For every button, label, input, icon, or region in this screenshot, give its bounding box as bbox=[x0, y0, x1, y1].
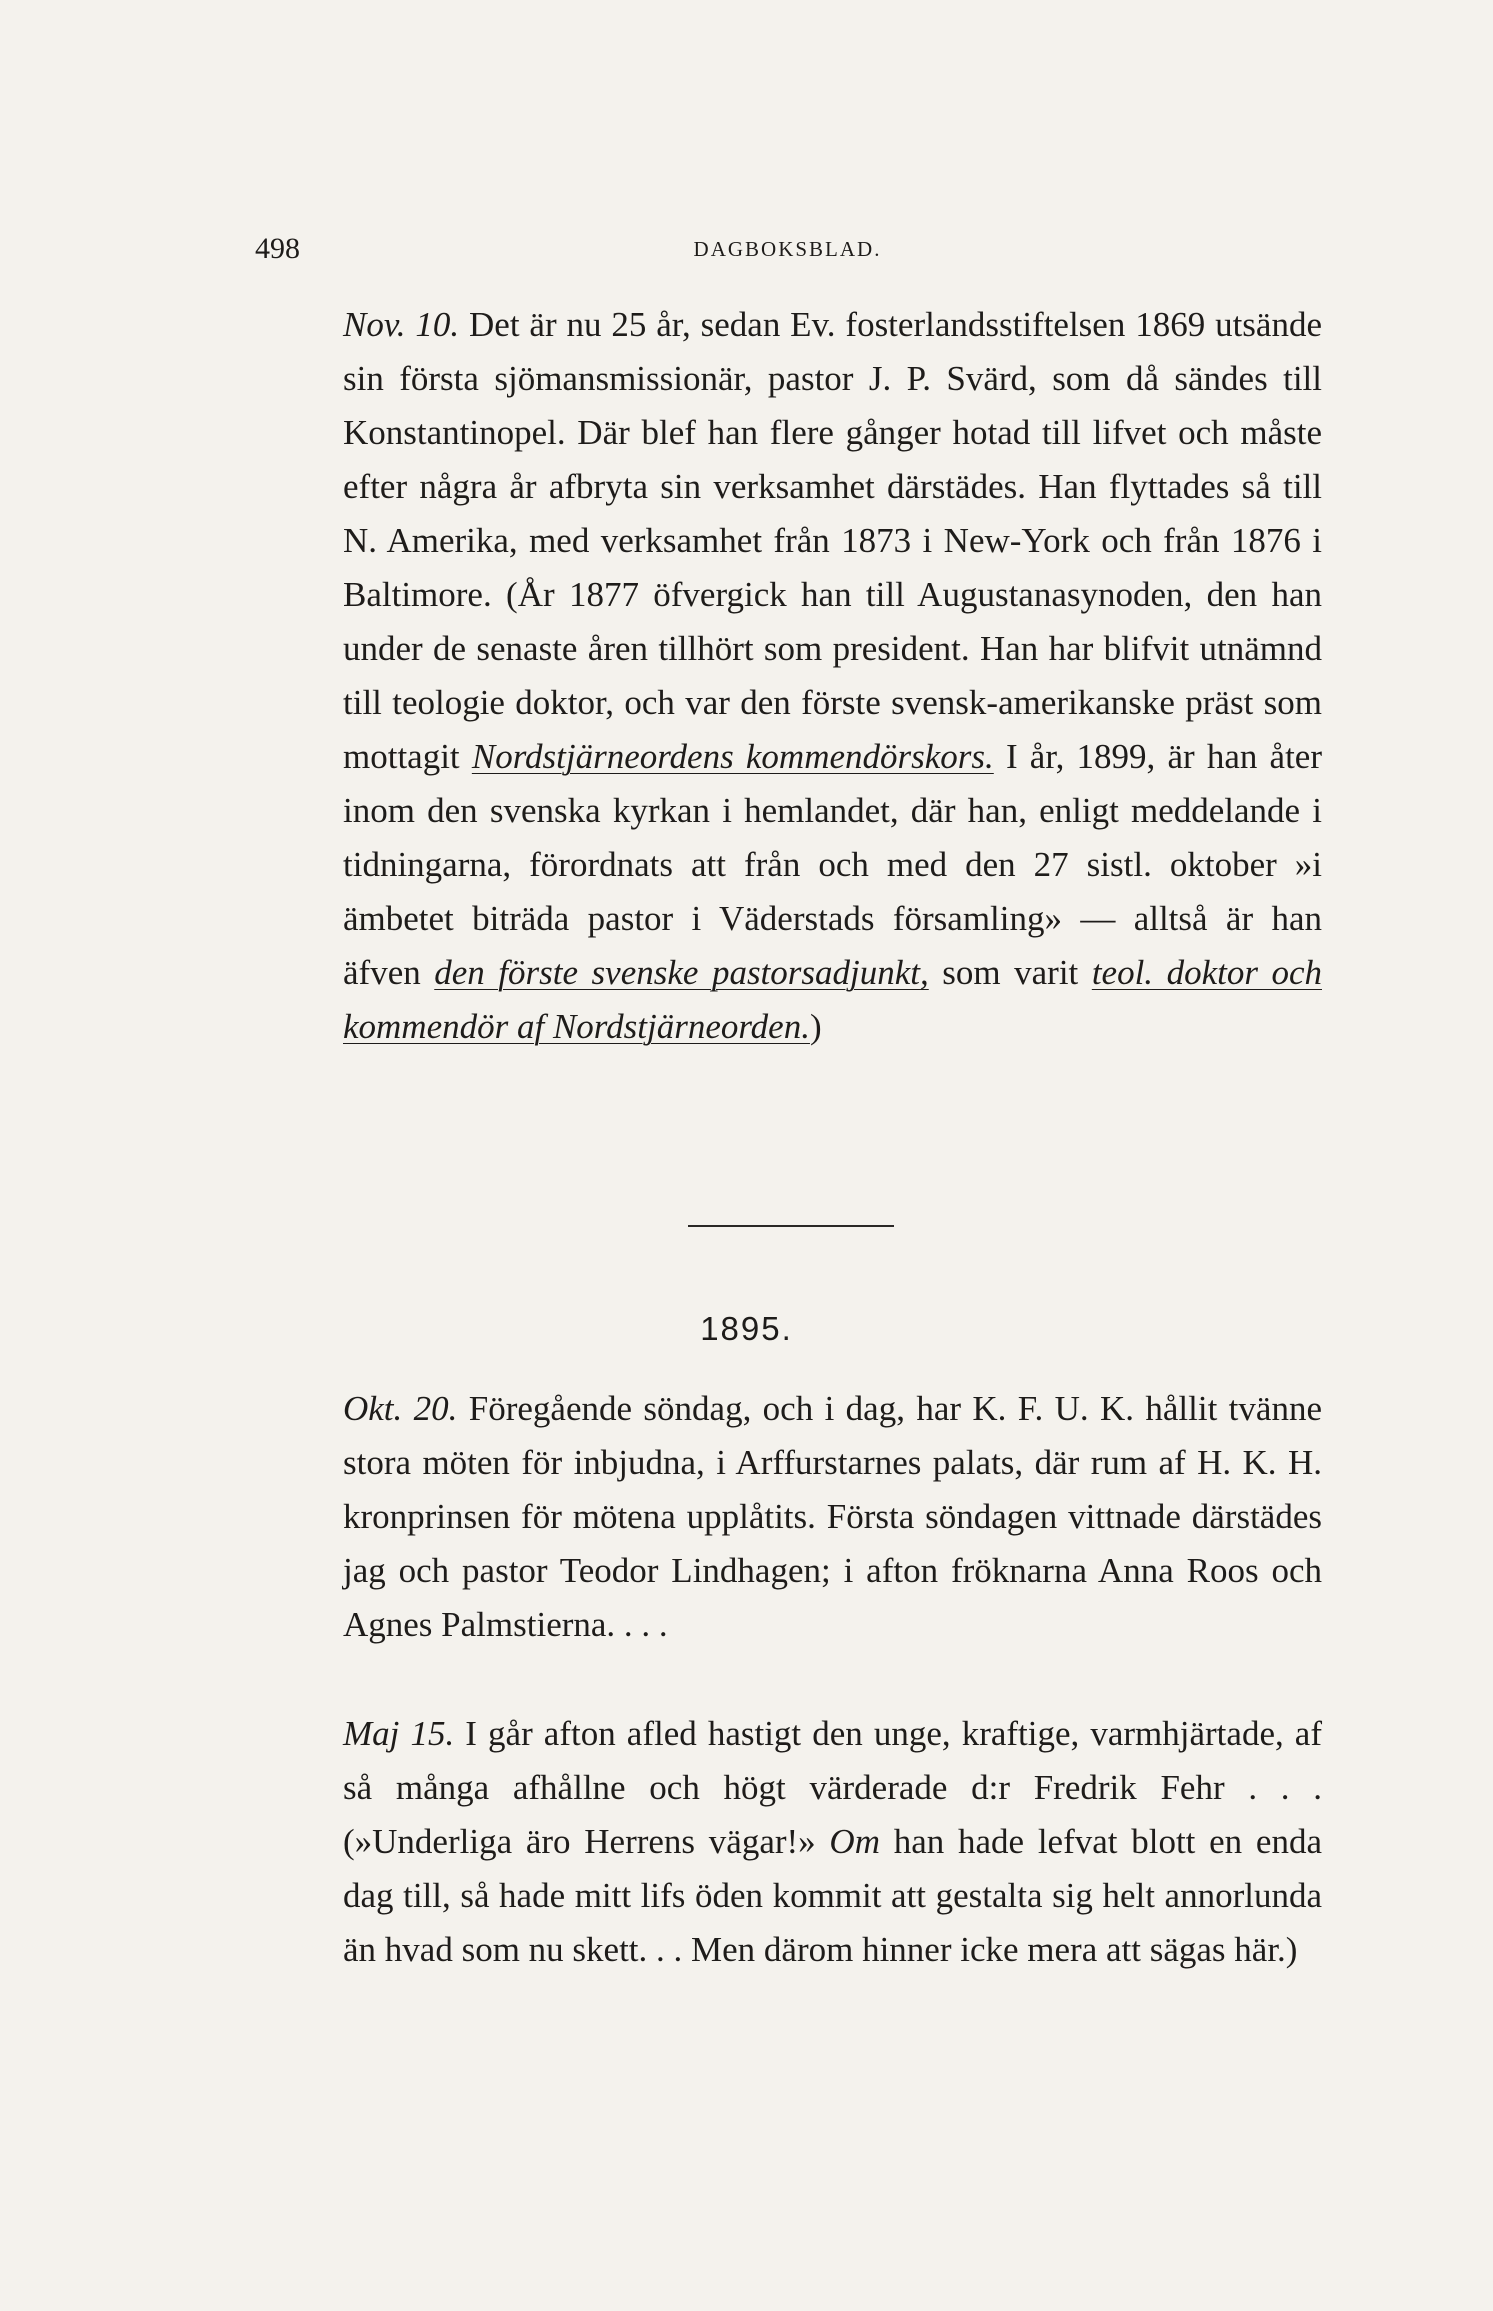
entry-text: han hade lefvat blott en enda dag till, så hade mitt lifs öden kommit att gestalta sig helt annorlunda än hvad som nu skett. . . Men därom hinner icke mera att sägas här.) bbox=[343, 1822, 1322, 1969]
italic-om: Om bbox=[829, 1822, 880, 1861]
page-header bbox=[255, 232, 1320, 272]
entry-text: I går afton afled hastigt den unge, kraftige, varmhjärtade, af så många afhållne och högt värderade d:r Fredrik Fehr . . . (»Underliga äro Herrens vägar!» bbox=[343, 1714, 1322, 1861]
italic-degree: teol. doktor och kommendör af Nordstjärneorden. bbox=[343, 953, 1322, 1046]
entry-paragraph bbox=[255, 1382, 1322, 1652]
italic-order-name: Nordstjärneordens kommendörskors. bbox=[471, 737, 994, 776]
entry-paragraph bbox=[255, 298, 1322, 1054]
entry-date: Okt. 20. bbox=[343, 1389, 458, 1428]
section-divider bbox=[688, 1225, 894, 1227]
running-head: DAGBOKSBLAD. bbox=[693, 237, 882, 261]
entry-text: Det är nu 25 år, sedan Ev. fosterlandsstiftelsen 1869 utsände sin första sjömansmissionär, pastor J. P. Svärd, som då sändes till Konstantinopel. Där blef han flere gånger hotad till lifvet och måste efter några år afbryta sin verksamhet därstädes. Han flyttades så till N. Amerika, med verksamhet från 1873 i New-York och från 1876 i Baltimore. (År 1877 öfvergick han till Augustanasynoden, den han under de senaste åren tillhört som president. Han har blifvit utnämnd till teologie doktor, och var den förste svensk-amerikanske präst som mottagit bbox=[343, 305, 1322, 776]
entry-text: som varit bbox=[928, 953, 1092, 992]
italic-title: den förste svenske pastorsadjunkt, bbox=[434, 953, 929, 992]
entry-date: Nov. 10. bbox=[343, 305, 460, 344]
entry-text: Föregående söndag, och i dag, har K. F. U. K. hållit tvänne stora möten för inbjudna, i Arffurstarnes palats, där rum af H. K. H. kronprinsen för mötena upplåtits. Första söndagen vittnade därstädes jag och pastor Teodor Lindhagen; i afton fröknarna Anna Roos och Agnes Palmstierna. . . . bbox=[343, 1389, 1322, 1644]
page-number: 498 bbox=[255, 232, 300, 265]
diary-entry-maj-15 bbox=[255, 1707, 1322, 1977]
diary-entry-okt-20 bbox=[255, 1382, 1322, 1652]
entry-text: I år, 1899, är han åter inom den svenska kyrkan i hemlandet, där han, enligt meddelande i tidningarna, förordnats att från och med den 27 sistl. oktober »i ämbetet biträda pastor i Väderstads församling» — alltså är han äfven bbox=[343, 737, 1322, 992]
entry-date: Maj 15. bbox=[343, 1714, 455, 1753]
entry-text: ) bbox=[809, 1007, 822, 1046]
entry-paragraph bbox=[255, 1707, 1322, 1977]
diary-entry-nov-10 bbox=[255, 298, 1322, 1054]
year-heading: 1895. bbox=[700, 1310, 793, 1347]
